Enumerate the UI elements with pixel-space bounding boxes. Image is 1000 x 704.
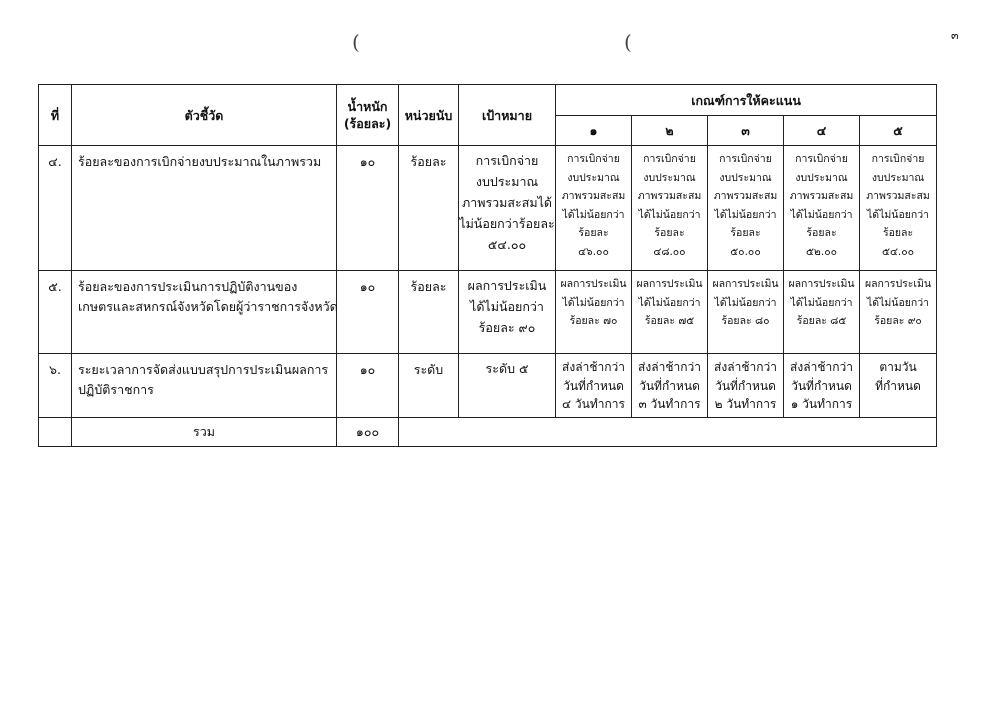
criteria-line: ได้ไม่น้อยกว่า — [638, 208, 701, 221]
criteria-line: ภาพรวมสะสม — [637, 190, 702, 202]
total-weight: ๑๐๐ — [337, 418, 399, 447]
criteria-line: ๓ วันทำการ — [638, 397, 701, 411]
table-row — [39, 271, 937, 354]
criteria-level-4 — [784, 271, 860, 354]
criteria-level-3 — [708, 271, 784, 354]
criteria-line: ได้ไม่น้อยกว่า — [866, 296, 930, 309]
header-weight-line1: น้ำหนัก — [347, 99, 388, 114]
criteria-level-4 — [784, 354, 860, 418]
criteria-line: ร้อยละ ๙๐ — [874, 315, 922, 327]
criteria-line: ๕๔.๐๐ — [882, 245, 915, 258]
criteria-line: งบประมาณ — [567, 171, 620, 184]
indicator-line: ร้อยละของการเบิกจ่ายงบประมาณในภาพรวม — [78, 154, 322, 169]
criteria-line: ผลการประเมิน — [712, 278, 779, 290]
criteria-line: ได้ไม่น้อยกว่า — [866, 208, 930, 221]
indicator-text — [72, 146, 337, 271]
level-3: ๓ — [708, 116, 784, 146]
criteria-line: การเบิกจ่าย — [567, 153, 620, 165]
target-value — [459, 146, 556, 271]
criteria-line: ภาพรวมสะสม — [789, 190, 854, 202]
criteria-line: ได้ไม่น้อยกว่า — [714, 208, 777, 221]
criteria-level-1 — [556, 271, 632, 354]
criteria-line: ได้ไม่น้อยกว่า — [562, 208, 625, 221]
criteria-level-2 — [632, 271, 708, 354]
criteria-line: งบประมาณ — [719, 171, 772, 184]
row-number: ๕. — [39, 271, 72, 354]
criteria-level-4 — [784, 146, 860, 271]
criteria-level-2 — [632, 146, 708, 271]
target-line: ผลการประเมิน — [467, 278, 547, 293]
paren-mark-right: ( — [624, 30, 632, 54]
weight-value: ๑๐ — [337, 271, 399, 354]
total-empty-cell — [399, 418, 937, 447]
target-value — [459, 271, 556, 354]
criteria-line: การเบิกจ่าย — [719, 153, 772, 165]
criteria-line: ผลการประเมิน — [636, 278, 703, 290]
target-line: งบประมาณ — [475, 174, 539, 189]
criteria-line: วันที่กำหนด — [639, 378, 700, 393]
criteria-level-5 — [860, 271, 937, 354]
criteria-line: ๕๐.๐๐ — [730, 245, 761, 258]
table-row — [39, 146, 937, 271]
criteria-level-1 — [556, 146, 632, 271]
criteria-line: ร้อยละ — [882, 227, 914, 239]
target-line: ร้อยละ ๙๐ — [478, 320, 536, 335]
criteria-level-1 — [556, 354, 632, 418]
criteria-level-2 — [632, 354, 708, 418]
total-label: รวม — [72, 418, 337, 447]
header-indicator: ตัวชี้วัด — [72, 85, 337, 146]
criteria-line: ผลการประเมิน — [788, 278, 855, 290]
target-line: ไม่น้อยกว่าร้อยละ — [459, 216, 555, 231]
total-blank-cell — [39, 418, 72, 447]
indicator-line: ปฏิบัติราชการ — [78, 382, 154, 397]
indicator-text — [72, 354, 337, 418]
target-line: การเบิกจ่าย — [475, 153, 539, 168]
criteria-line: ส่งล่าช้ากว่า — [638, 360, 701, 374]
criteria-line: การเบิกจ่าย — [871, 153, 925, 165]
header-weight — [337, 85, 399, 146]
criteria-line: ภาพรวมสะสม — [561, 190, 626, 202]
level-1: ๑ — [556, 116, 632, 146]
criteria-line: ผลการประเมิน — [864, 278, 932, 290]
criteria-line: ได้ไม่น้อยกว่า — [790, 208, 853, 221]
criteria-line: ร้อยละ — [578, 227, 609, 239]
indicator-text — [72, 271, 337, 354]
criteria-line: ร้อยละ — [806, 227, 837, 239]
target-line: ภาพรวมสะสมได้ — [461, 195, 553, 210]
criteria-line: ๔๖.๐๐ — [578, 245, 609, 258]
criteria-line: ผลการประเมิน — [560, 278, 627, 290]
criteria-line: ๑ วันทำการ — [790, 397, 853, 411]
target-line: ๕๔.๐๐ — [487, 237, 527, 252]
criteria-line: ๔ วันทำการ — [562, 397, 625, 411]
weight-value: ๑๐ — [337, 354, 399, 418]
unit-value: ร้อยละ — [399, 271, 459, 354]
criteria-line: ภาพรวมสะสม — [713, 190, 778, 202]
criteria-line: ร้อยละ ๘๐ — [721, 315, 770, 327]
header-no: ที่ — [39, 85, 72, 146]
criteria-line: ส่งล่าช้ากว่า — [790, 360, 853, 374]
header-weight-line2: (ร้อยละ) — [343, 116, 392, 131]
table-row — [39, 354, 937, 418]
indicator-line: ระยะเวลาการจัดส่งแบบสรุปการประเมินผลการ — [78, 362, 329, 377]
target-line: ได้ไม่น้อยกว่า — [470, 299, 544, 314]
criteria-line: งบประมาณ — [643, 171, 696, 184]
criteria-line: งบประมาณ — [795, 171, 848, 184]
criteria-line: งบประมาณ — [871, 171, 925, 184]
criteria-line: วันที่กำหนด — [791, 378, 852, 393]
criteria-line: ได้ไม่น้อยกว่า — [562, 296, 625, 309]
target-value — [459, 354, 556, 418]
unit-value: ระดับ — [399, 354, 459, 418]
kpi-table — [38, 84, 937, 447]
criteria-line: ส่งล่าช้ากว่า — [714, 360, 777, 374]
criteria-level-3 — [708, 354, 784, 418]
criteria-line: ร้อยละ ๗๕ — [644, 315, 695, 327]
level-5: ๕ — [860, 116, 937, 146]
weight-value: ๑๐ — [337, 146, 399, 271]
target-line: ระดับ ๕ — [485, 361, 529, 376]
criteria-level-5 — [860, 354, 937, 418]
header-row — [39, 85, 937, 116]
criteria-line: ร้อยละ ๘๕ — [796, 315, 847, 327]
criteria-line: การเบิกจ่าย — [643, 153, 696, 165]
row-number: ๔. — [39, 146, 72, 271]
criteria-line: วันที่กำหนด — [715, 378, 776, 393]
criteria-line: ได้ไม่น้อยกว่า — [790, 296, 853, 309]
criteria-line: ร้อยละ — [654, 227, 685, 239]
criteria-line: ส่งล่าช้ากว่า — [562, 360, 625, 374]
level-4: ๔ — [784, 116, 860, 146]
criteria-line: ตามวัน — [879, 360, 917, 374]
level-2: ๒ — [632, 116, 708, 146]
criteria-line: การเบิกจ่าย — [795, 153, 848, 165]
criteria-line: ๒ วันทำการ — [714, 397, 777, 411]
criteria-line: ร้อยละ ๗๐ — [569, 315, 618, 327]
criteria-level-3 — [708, 146, 784, 271]
criteria-line: ร้อยละ — [730, 227, 761, 239]
criteria-line: ได้ไม่น้อยกว่า — [714, 296, 777, 309]
header-criteria: เกณฑ์การให้คะแนน — [556, 85, 937, 116]
header-unit: หน่วยนับ — [399, 85, 459, 146]
criteria-line: ภาพรวมสะสม — [866, 190, 930, 202]
indicator-line: ร้อยละของการประเมินการปฏิบัติงานของ — [78, 279, 298, 294]
header-target: เป้าหมาย — [459, 85, 556, 146]
criteria-line: ได้ไม่น้อยกว่า — [638, 296, 701, 309]
indicator-line: เกษตรและสหกรณ์จังหวัดโดยผู้ว่าราชการจังหวัด — [78, 299, 338, 314]
criteria-line: วันที่กำหนด — [563, 378, 624, 393]
page-number: ๓ — [951, 29, 959, 42]
criteria-level-5 — [860, 146, 937, 271]
total-row — [39, 418, 937, 447]
criteria-line: ๔๘.๐๐ — [653, 245, 686, 258]
paren-mark-left: ( — [352, 30, 360, 54]
unit-value: ร้อยละ — [399, 146, 459, 271]
row-number: ๖. — [39, 354, 72, 418]
criteria-line: ที่กำหนด — [875, 378, 921, 393]
criteria-line: ๕๒.๐๐ — [805, 245, 838, 258]
